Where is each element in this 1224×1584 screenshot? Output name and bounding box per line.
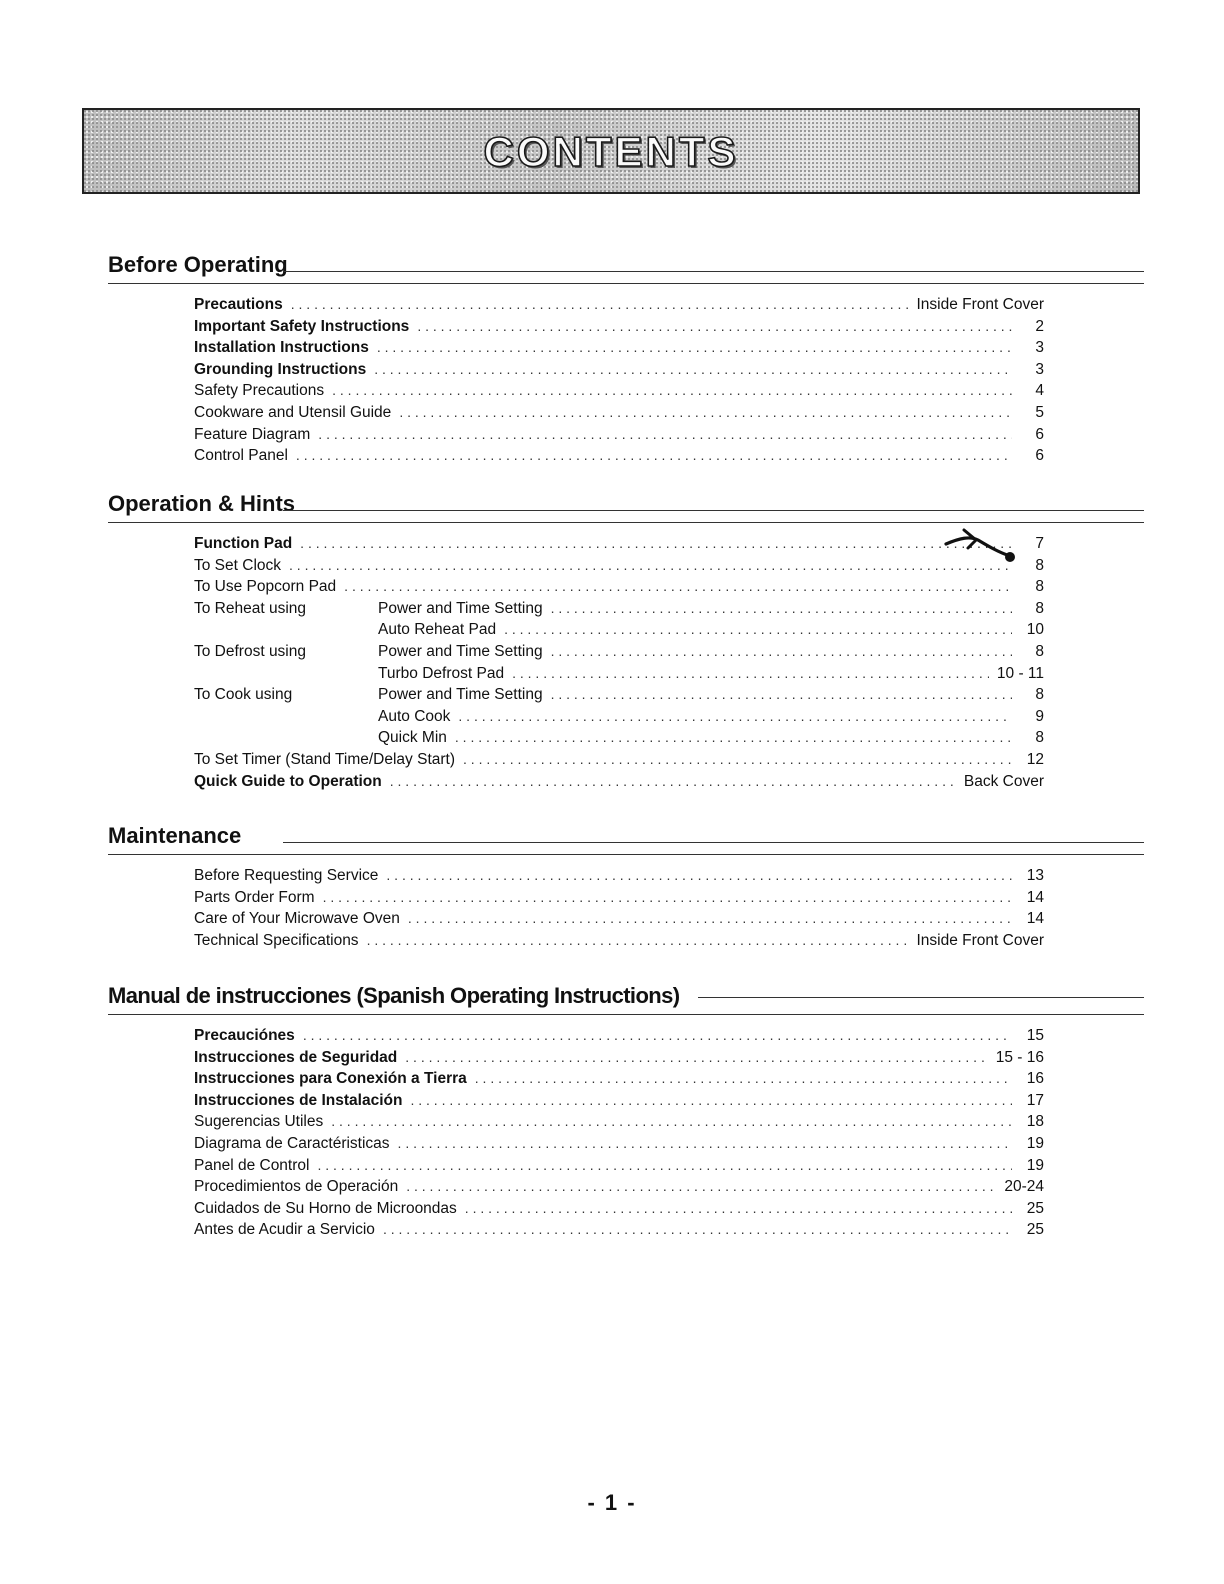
dot-leader (504, 621, 1012, 637)
toc-entry-page: 15 - 16 (995, 1048, 1044, 1066)
toc-entry (194, 773, 1044, 795)
toc-entry (194, 910, 1044, 932)
dot-leader (475, 1070, 1012, 1086)
toc-entry (194, 621, 1044, 643)
dot-leader (463, 751, 1012, 767)
toc-entry-page: 3 (1035, 360, 1044, 378)
toc-entry-label: Feature Diagram (194, 425, 311, 443)
divider (108, 522, 1144, 523)
toc-entry-label: Cookware and Utensil Guide (194, 403, 392, 421)
section-heading (108, 983, 1144, 1017)
toc-entry (194, 339, 1044, 361)
toc-entry-label: Grounding Instructions (194, 360, 367, 378)
dot-leader (300, 535, 1012, 551)
dot-leader (406, 1178, 996, 1194)
section-title: Before Operating (108, 252, 288, 277)
toc-entry (194, 1070, 1044, 1092)
dot-leader (551, 600, 1012, 616)
dot-leader (374, 361, 1012, 377)
toc-entry-page: 13 (1026, 867, 1044, 884)
toc-entry-label: Installation Instructions (194, 339, 369, 357)
page-number: - 1 - (587, 1490, 637, 1515)
toc-entry-label: Important Safety Instructions (194, 317, 410, 335)
toc-entry-page: 25 (1026, 1221, 1044, 1239)
toc-entry (194, 1135, 1044, 1157)
toc-entry (194, 708, 1044, 730)
toc-entry-page: 5 (1035, 403, 1044, 421)
section-maintenance (108, 823, 1144, 953)
toc-entry-page: 8 (1035, 599, 1044, 617)
dot-leader (367, 932, 909, 948)
toc-entry (194, 296, 1044, 318)
dot-leader (408, 910, 1012, 926)
toc-entry-page: 7 (1035, 535, 1044, 552)
toc-entry (194, 932, 1044, 954)
dot-leader (458, 708, 1012, 724)
toc-entry-page: 8 (1035, 642, 1044, 660)
dot-leader (551, 643, 1012, 659)
toc-entry-label: Power and Time Setting (378, 686, 543, 704)
toc-entry (194, 751, 1044, 773)
toc-entry-label: Technical Specifications (194, 931, 359, 949)
toc-entry-prefix: To Cook using (194, 686, 293, 704)
toc-entry-label: Precauciónes (194, 1027, 295, 1044)
divider (108, 283, 1144, 284)
divider (108, 1014, 1144, 1015)
toc-entry-page: 20-24 (1004, 1178, 1044, 1196)
toc-entry-label: Panel de Control (194, 1156, 310, 1174)
toc-entry (194, 1027, 1044, 1049)
divider (108, 854, 1144, 855)
toc-entry (194, 1113, 1044, 1135)
dot-leader (332, 382, 1012, 398)
toc-entry-page: 25 (1026, 1199, 1044, 1217)
toc-entry (194, 318, 1044, 340)
toc-entry-label: Before Requesting Service (194, 867, 379, 884)
toc-entry-label: Auto Reheat Pad (378, 621, 497, 639)
toc-entry-label: Parts Order Form (194, 888, 315, 906)
toc-entry-page: 8 (1035, 686, 1044, 704)
dot-leader (390, 773, 956, 789)
section-spanish-manual (108, 983, 1144, 1243)
section-heading (108, 823, 1144, 857)
dot-leader (377, 339, 1012, 355)
section-title: Manual de instrucciones (Spanish Operating Instructions) (108, 983, 680, 1008)
toc-entry-label: Quick Guide to Operation (194, 772, 382, 790)
dot-leader (417, 318, 1012, 334)
toc-entry-label: Antes de Acudir a Servicio (194, 1221, 375, 1239)
toc-entry-label: Instrucciones para Conexión a Tierra (194, 1070, 467, 1088)
toc-entry-label: To Use Popcorn Pad (194, 578, 337, 596)
toc-entry (194, 1178, 1044, 1200)
toc-entry (194, 535, 1044, 557)
toc-entry-page: Inside Front Cover (916, 931, 1044, 949)
toc-entry-label: Power and Time Setting (378, 642, 543, 660)
toc-entry-page: 6 (1035, 425, 1044, 443)
dot-leader (405, 1049, 987, 1065)
toc-entry-label: Procedimientos de Operación (194, 1178, 399, 1196)
dot-leader (291, 296, 909, 312)
toc-entry (194, 1092, 1044, 1114)
toc-entry (194, 426, 1044, 448)
toc-entry-label: Instrucciones de Instalación (194, 1091, 403, 1109)
toc-entry-label: Cuidados de Su Horno de Microondas (194, 1199, 457, 1217)
toc-entry (194, 867, 1044, 889)
toc-entry (194, 643, 1044, 665)
section-before-operating (108, 252, 1144, 469)
dot-leader (289, 557, 1012, 573)
toc-entry-page: 8 (1035, 729, 1044, 747)
toc-entry-label: Quick Min (378, 729, 447, 747)
toc-entry-page: 12 (1026, 750, 1044, 768)
divider (283, 510, 1144, 511)
toc-entry-page: 10 (1026, 621, 1044, 639)
toc-list (194, 1027, 1044, 1243)
dot-leader (318, 426, 1012, 442)
toc-entry-prefix: To Reheat using (194, 599, 307, 617)
toc-entry-page: 8 (1035, 556, 1044, 574)
dot-leader (455, 729, 1012, 745)
dot-leader (551, 686, 1012, 702)
toc-entry-page: Back Cover (963, 772, 1044, 790)
section-heading (108, 491, 1144, 525)
dot-leader (410, 1092, 1012, 1108)
divider (698, 997, 1144, 998)
toc-entry-page: 19 (1026, 1134, 1044, 1152)
toc-entry-page: 14 (1026, 888, 1044, 906)
toc-entry (194, 557, 1044, 579)
toc-entry-label: Instrucciones de Seguridad (194, 1048, 398, 1066)
toc-entry (194, 1049, 1044, 1071)
toc-entry (194, 600, 1044, 622)
toc-entry (194, 1157, 1044, 1179)
dot-leader (399, 404, 1012, 420)
section-heading (108, 252, 1144, 286)
dot-leader (331, 1113, 1012, 1129)
dot-leader (344, 578, 1012, 594)
toc-list (194, 296, 1044, 469)
toc-entry-page: Inside Front Cover (916, 296, 1044, 313)
toc-entry-page: 16 (1026, 1070, 1044, 1088)
toc-entry-label: Power and Time Setting (378, 599, 543, 617)
toc-entry-label: To Set Timer (Stand Time/Delay Start) (194, 750, 456, 768)
toc-entry-page: 17 (1026, 1091, 1044, 1109)
toc-entry-label: Diagrama de Caractéristicas (194, 1134, 390, 1152)
toc-entry-label: Turbo Defrost Pad (378, 664, 505, 682)
toc-entry-page: 3 (1035, 339, 1044, 357)
toc-entry (194, 1221, 1044, 1243)
toc-entry-label: Sugerencias Utiles (194, 1113, 324, 1131)
dot-leader (512, 665, 989, 681)
toc-entry (194, 404, 1044, 426)
toc-entry-label: Precautions (194, 296, 283, 313)
toc-entry-page: 10 - 11 (996, 664, 1044, 682)
handwritten-arrow-mark (942, 524, 1022, 568)
toc-entry-page: 2 (1035, 317, 1044, 335)
toc-entry-page: 19 (1026, 1156, 1044, 1174)
toc-entry (194, 1200, 1044, 1222)
toc-entry (194, 382, 1044, 404)
dot-leader (323, 889, 1012, 905)
toc-entry-label: Care of Your Microwave Oven (194, 910, 400, 928)
toc-entry (194, 447, 1044, 469)
dot-leader (317, 1157, 1012, 1173)
toc-entry-prefix: To Defrost using (194, 642, 306, 660)
section-title: Maintenance (108, 823, 242, 848)
toc-entry-page: 6 (1035, 447, 1044, 465)
toc-entry-label: Safety Precautions (194, 382, 325, 400)
page-title: CONTENTS (483, 128, 739, 175)
dot-leader (398, 1135, 1012, 1151)
divider (283, 271, 1144, 272)
toc-entry-label: Auto Cook (378, 707, 451, 725)
toc-entry (194, 729, 1044, 751)
section-title: Operation & Hints (108, 491, 296, 516)
dot-leader (386, 867, 1012, 883)
toc-entry (194, 361, 1044, 383)
toc-list (194, 535, 1044, 794)
toc-entry-page: 9 (1035, 707, 1044, 725)
toc-entry-label: To Set Clock (194, 556, 282, 574)
toc-entry (194, 889, 1044, 911)
divider (283, 842, 1144, 843)
toc-entry-page: 14 (1026, 910, 1044, 928)
dot-leader (296, 447, 1012, 463)
dot-leader (303, 1027, 1012, 1043)
toc-entry-page: 4 (1035, 382, 1044, 400)
dot-leader (383, 1221, 1012, 1237)
toc-entry-label: Control Panel (194, 447, 288, 465)
contents-banner (82, 108, 1140, 194)
toc-entry-label: Function Pad (194, 535, 293, 552)
toc-entry (194, 578, 1044, 600)
toc-entry-page: 18 (1026, 1113, 1044, 1131)
toc-entry-page: 15 (1026, 1027, 1044, 1044)
toc-entry-page: 8 (1035, 578, 1044, 596)
toc-entry (194, 665, 1044, 687)
dot-leader (465, 1200, 1012, 1216)
toc-entry (194, 686, 1044, 708)
toc-list (194, 867, 1044, 953)
